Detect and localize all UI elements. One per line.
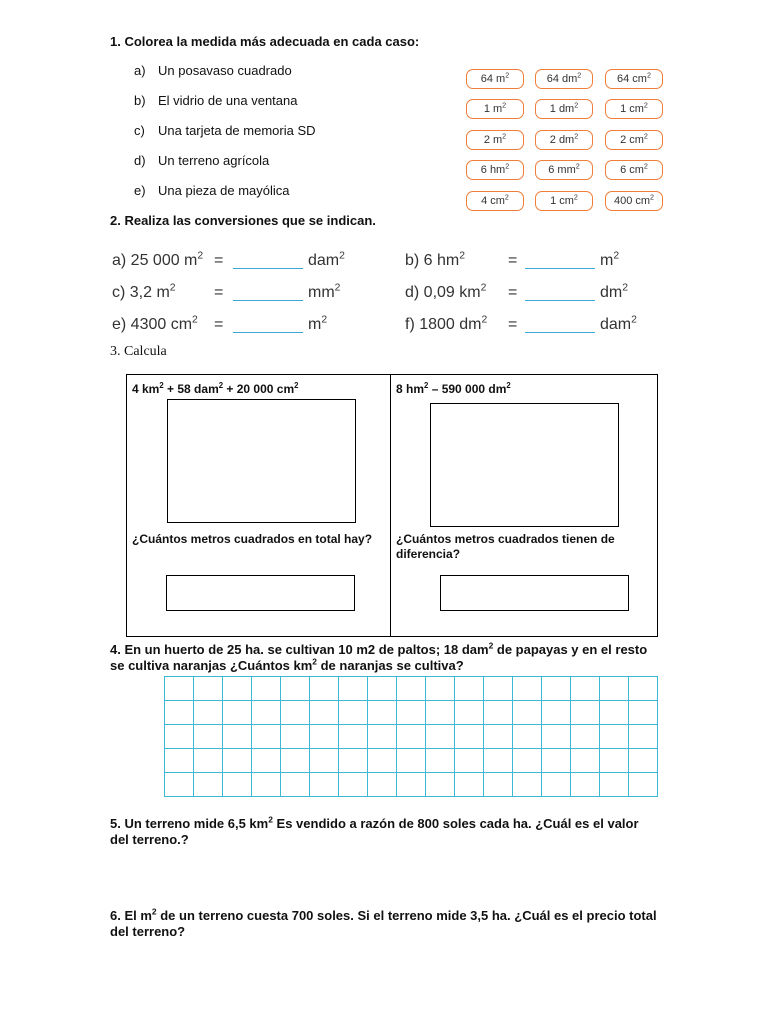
- option-pill[interactable]: 64 $m^2$: [466, 69, 524, 89]
- conv-f-unit: dam$^2$: [600, 314, 637, 333]
- q3-right-work-box[interactable]: [430, 403, 619, 527]
- option-pill[interactable]: 2 $cm^2$: [605, 130, 663, 150]
- option-pill[interactable]: 1 $m^2$: [466, 99, 524, 119]
- option-pill[interactable]: 1 $cm^2$: [605, 99, 663, 119]
- q3-divider: [390, 374, 391, 637]
- q3-left-question: ¿Cuántos metros cuadrados en total hay?: [132, 532, 373, 546]
- grid-line-vertical: [280, 676, 281, 797]
- grid-line-vertical: [251, 676, 252, 797]
- grid-line-horizontal: [164, 748, 658, 749]
- grid-line-horizontal: [164, 700, 658, 701]
- conv-d-eq: =: [508, 284, 518, 301]
- grid-line-vertical: [193, 676, 194, 797]
- conv-a-answer-line[interactable]: [233, 268, 303, 269]
- grid-line-vertical: [570, 676, 571, 797]
- conv-c-eq: =: [214, 284, 224, 301]
- option-pill[interactable]: 2 $m^2$: [466, 130, 524, 150]
- q5-text: 5. Un terreno mide 6,5 $km^2$ Es vendido a razón de 800 soles cada ha. ¿Cuál es el valor del terreno.?: [110, 814, 639, 847]
- option-pill[interactable]: 6 $mm^2$: [535, 160, 593, 180]
- conv-b-eq: =: [508, 252, 518, 269]
- grid-line-vertical: [338, 676, 339, 797]
- conv-a-unit: dam$^2$: [308, 250, 345, 269]
- grid-line-vertical: [222, 676, 223, 797]
- q1-item-b: b) El vidrio de una ventana: [134, 93, 298, 108]
- grid-line-vertical: [367, 676, 368, 797]
- grid-line-vertical: [628, 676, 629, 797]
- q1-title: 1. Colorea la medida más adecuada en cada caso:: [110, 34, 420, 49]
- conv-a-eq: =: [214, 252, 224, 269]
- conv-d-unit: $dm^2$: [600, 282, 629, 301]
- conv-c-answer-line[interactable]: [233, 300, 303, 301]
- q6-text: 6. El $m^2$ de un terreno cuesta 700 soles. Si el terreno mide 3,5 ha. ¿Cuál es el precio total del terreno?: [110, 906, 657, 939]
- q3-right-expression: 8 $hm^2 - 590$ 000 $dm^2$: [396, 381, 511, 396]
- grid-line-vertical: [164, 676, 165, 797]
- grid-line-vertical: [396, 676, 397, 797]
- conv-e-eq: =: [214, 316, 224, 333]
- conv-a-lhs: a) 25 000 $m^2$: [112, 250, 204, 269]
- conv-e-answer-line[interactable]: [233, 332, 303, 333]
- grid-line-horizontal: [164, 724, 658, 725]
- option-pill[interactable]: 6 $cm^2$: [605, 160, 663, 180]
- option-pill[interactable]: 64 $cm^2$: [605, 69, 663, 89]
- option-pill[interactable]: 1 $dm^2$: [535, 99, 593, 119]
- grid-line-vertical: [454, 676, 455, 797]
- q3-left-expression: 4 $km^2 + 58$ dam$^2$ + 20 000 $cm^2$: [132, 381, 299, 396]
- conv-f-lhs: f) 1800 $dm^2$: [405, 314, 488, 333]
- grid-line-vertical: [309, 676, 310, 797]
- grid-line-vertical: [599, 676, 600, 797]
- option-pill[interactable]: 2 $dm^2$: [535, 130, 593, 150]
- option-pill[interactable]: 4 $cm^2$: [466, 191, 524, 211]
- conv-d-lhs: d) 0,09 $km^2$: [405, 282, 487, 301]
- conv-f-answer-line[interactable]: [525, 332, 595, 333]
- q1-item-c: c) Una tarjeta de memoria SD: [134, 123, 316, 138]
- q1-item-d: d) Un terreno agrícola: [134, 153, 270, 168]
- grid-line-horizontal: [164, 796, 658, 797]
- conv-e-unit: $m^2$: [308, 314, 328, 333]
- grid-line-vertical: [512, 676, 513, 797]
- q1-item-e: e) Una pieza de mayólica: [134, 183, 290, 198]
- grid-line-horizontal: [164, 676, 658, 677]
- grid-line-horizontal: [164, 772, 658, 773]
- q3-title: 3. Calcula: [110, 344, 167, 359]
- conv-c-unit: $mm^2$: [308, 282, 341, 301]
- grid-line-vertical: [425, 676, 426, 797]
- conv-e-lhs: e) 4300 $cm^2$: [112, 314, 198, 333]
- conv-f-eq: =: [508, 316, 518, 333]
- grid-line-vertical: [541, 676, 542, 797]
- q2-title: 2. Realiza las conversiones que se indican.: [110, 213, 376, 228]
- conv-d-answer-line[interactable]: [525, 300, 595, 301]
- conv-b-answer-line[interactable]: [525, 268, 595, 269]
- option-pill[interactable]: 400 $cm^2$: [605, 191, 663, 211]
- q1-item-a: a) Un posavaso cuadrado: [134, 63, 292, 78]
- option-pill[interactable]: 1 $cm^2$: [535, 191, 593, 211]
- q4-text: 4. En un huerto de 25 ha. se cultivan 10 m2 de paltos; 18 dam$^2$ de papayas y en el resto se cultiva naranjas ¿Cuántos $km^2$ de naranjas se cultiva?: [110, 640, 648, 673]
- grid-line-vertical: [483, 676, 484, 797]
- conv-b-lhs: b) 6 $hm^2$: [405, 250, 466, 269]
- conv-b-unit: $m^2$: [600, 250, 620, 269]
- q3-left-answer-box[interactable]: [166, 575, 355, 611]
- q3-right-question: ¿Cuántos metros cuadrados tienen de diferencia?: [396, 532, 615, 561]
- q3-left-work-box[interactable]: [167, 399, 356, 523]
- option-pill[interactable]: 6 $hm^2$: [466, 160, 524, 180]
- q4-answer-grid[interactable]: [164, 676, 658, 797]
- option-pill[interactable]: 64 $dm^2$: [535, 69, 593, 89]
- q3-right-answer-box[interactable]: [440, 575, 629, 611]
- grid-line-vertical: [657, 676, 658, 797]
- conv-c-lhs: c) 3,2 $m^2$: [112, 282, 176, 301]
